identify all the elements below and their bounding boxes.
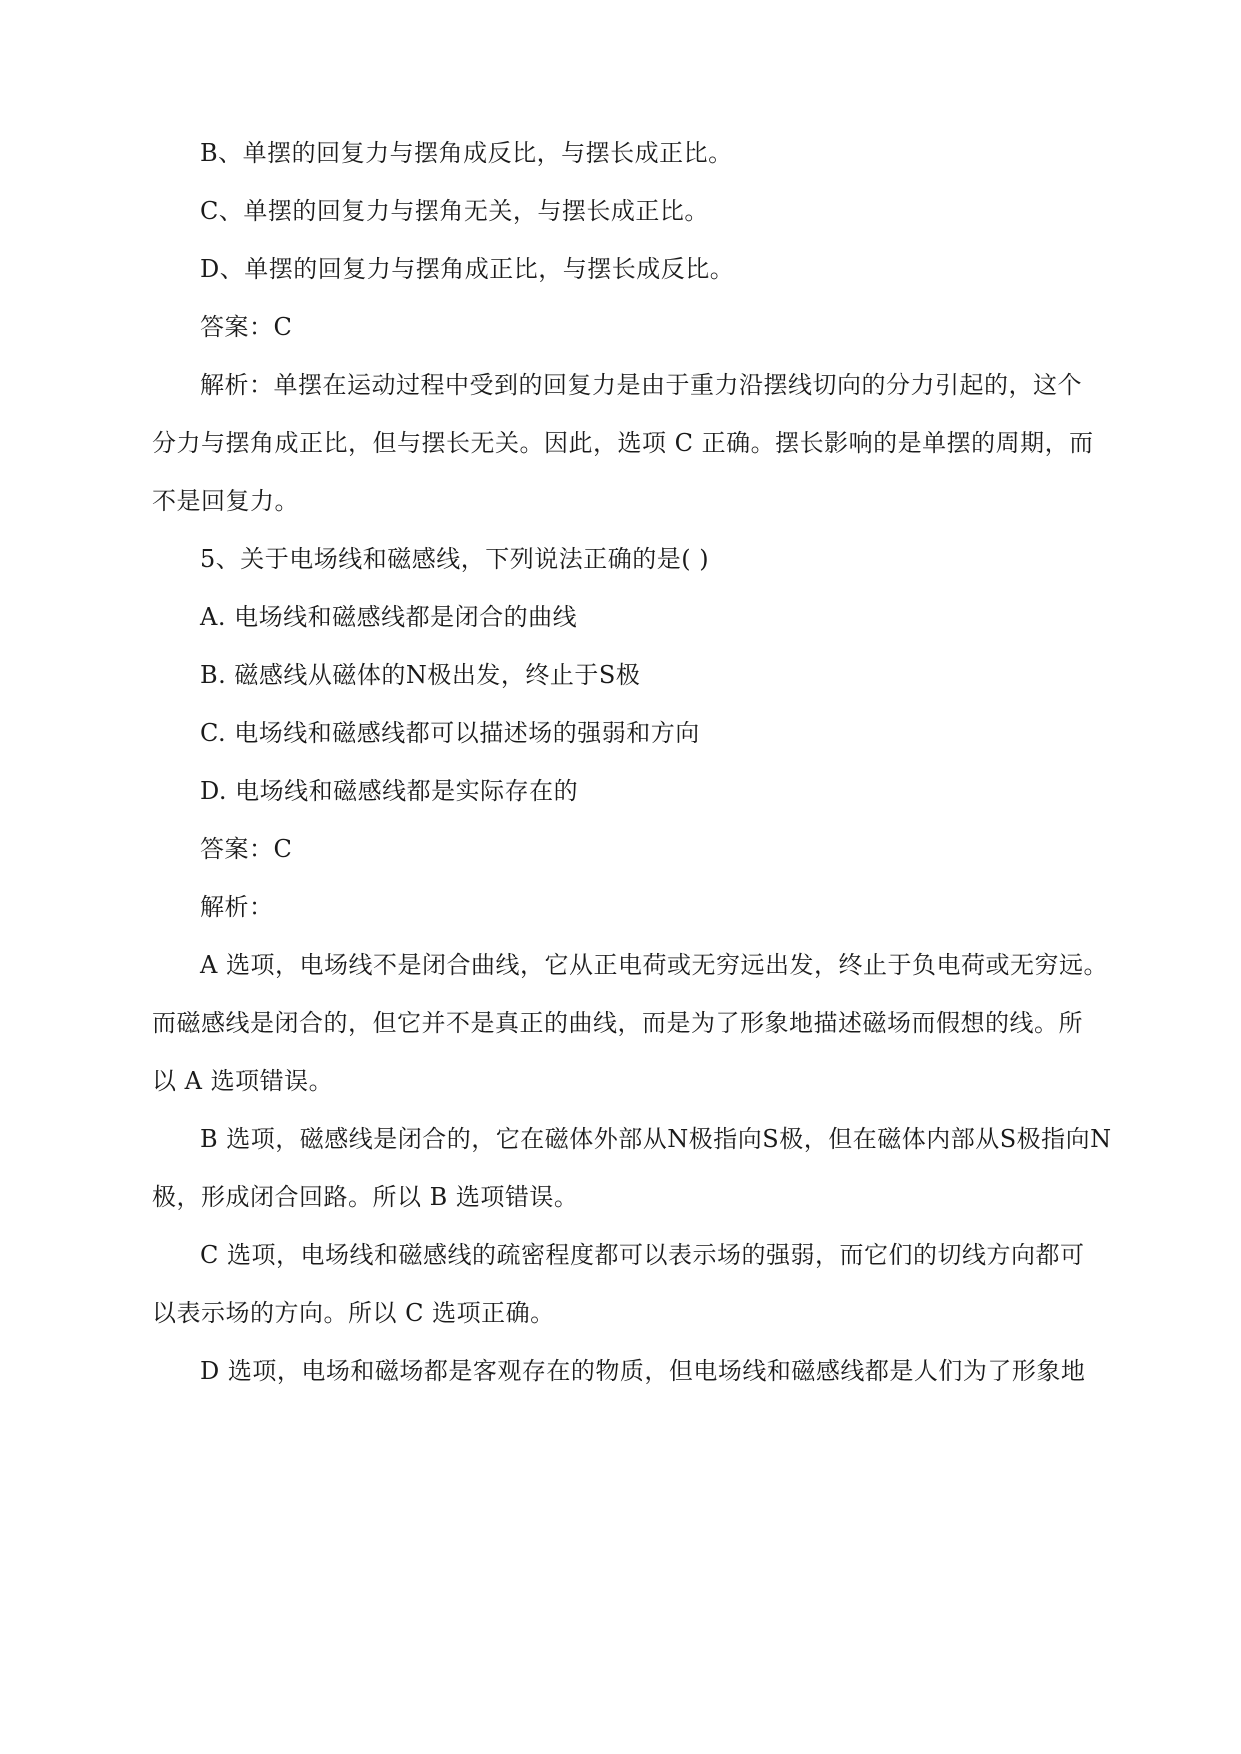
q5-answer: 答案：C — [200, 835, 293, 863]
q4-option-b: B、单摆的回复力与摆角成反比，与摆长成正比。 — [200, 139, 733, 167]
q4-analysis-line-1: 解析：单摆在运动过程中受到的回复力是由于重力沿摆线切向的分力引起的，这个 — [200, 371, 1082, 399]
q5-analysis-heading: 解析： — [200, 893, 274, 921]
q5-option-b: B. 磁感线从磁体的N极出发，终止于S极 — [200, 661, 641, 689]
q5-analysis-c-line-2: 以表示场的方向。所以 C 选项正确。 — [152, 1299, 555, 1327]
q5-analysis-c-line-1: C 选项，电场线和磁感线的疏密程度都可以表示场的强弱，而它们的切线方向都可 — [200, 1241, 1085, 1269]
q5-analysis-a-line-1: A 选项，电场线不是闭合曲线，它从正电荷或无穷远出发，终止于负电荷或无穷远。 — [200, 951, 1108, 979]
q4-answer: 答案：C — [200, 313, 293, 341]
q5-analysis-a-line-3: 以 A 选项错误。 — [152, 1067, 334, 1095]
q4-option-d: D、单摆的回复力与摆角成正比，与摆长成反比。 — [200, 255, 735, 283]
q4-option-c: C、单摆的回复力与摆角无关，与摆长成正比。 — [200, 197, 709, 225]
q5-analysis-d-line-1: D 选项，电场和磁场都是客观存在的物质，但电场线和磁感线都是人们为了形象地 — [200, 1357, 1086, 1385]
q4-analysis-line-3: 不是回复力。 — [152, 487, 299, 515]
q5-question: 5、关于电场线和磁感线，下列说法正确的是( ) — [200, 545, 710, 573]
q5-analysis-b-line-2: 极，形成闭合回路。所以 B 选项错误。 — [152, 1183, 579, 1211]
q5-analysis-b-line-1: B 选项，磁感线是闭合的，它在磁体外部从N极指向S极，但在磁体内部从S极指向N — [200, 1125, 1112, 1153]
q4-analysis-line-2: 分力与摆角成正比，但与摆长无关。因此，选项 C 正确。摆长影响的是单摆的周期，而 — [152, 429, 1094, 457]
q5-analysis-a-line-2: 而磁感线是闭合的，但它并不是真正的曲线，而是为了形象地描述磁场而假想的线。所 — [152, 1009, 1083, 1037]
q5-option-a: A. 电场线和磁感线都是闭合的曲线 — [200, 603, 578, 631]
q5-option-d: D. 电场线和磁感线都是实际存在的 — [200, 777, 579, 805]
q5-option-c: C. 电场线和磁感线都可以描述场的强弱和方向 — [200, 719, 700, 747]
